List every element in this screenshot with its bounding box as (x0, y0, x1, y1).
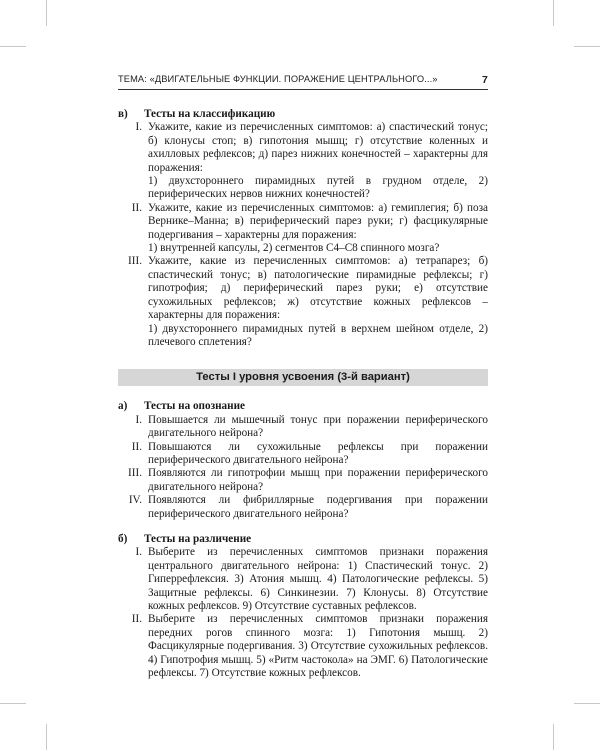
header-divider (118, 89, 488, 90)
crop-mark (46, 0, 47, 26)
test-item: I. Выберите из перечисленных симптомов признаки поражения центрального двигательного нейрона: 1) Спастический тонус. 2) Гиперрефлексия. 3) Атония мышц. 4) Патологические рефлексы. 5) Защитные рефлексы. 6) Синкинезии. 7) Клонусы. 8) Отсутствие кожных рефлексов. 9) Отсутствие суставных рефлексов. (135, 546, 488, 612)
crop-mark (553, 724, 554, 750)
crop-mark (574, 46, 600, 47)
section-heading-recognition: а) Тесты на опознание (118, 400, 245, 413)
test-item: IV. Появляются ли фибриллярные подергивания при поражении периферического двигательного нейрона? (128, 494, 488, 520)
test-question: Укажите, какие из перечисленных симптомов: а) тетрапарез; б) спастический тонус; в) патологические пирамидные рефлексы; г) гипотрофия; д) периферический парез руки; е) отсутствие сухожильных рефлексов; ж) отсутствие кожных рефлексов – характерны для поражения: (148, 255, 488, 322)
test-answer-options: 1) двухстороннего пирамидных путей в верхнем шейном отделе, 2) плечевого сплетения? (148, 322, 488, 348)
level-band-heading: Тесты I уровня усвоения (3-й вариант) (118, 369, 488, 386)
section-heading-classification: в) Тесты на классификацию (118, 108, 276, 120)
page-number: 7 (482, 74, 488, 86)
crop-mark (574, 703, 600, 704)
page-body (118, 108, 488, 680)
running-header (118, 74, 488, 84)
test-item: II. Выберите из перечисленных симптомов признаки поражения передних рогов спинного мозга: 1) Гипотония мышц. 2) Фасцикулярные подергивания. 3) Отсутствие сухожильных рефлексов. 4) Гипотрофия мышц. 5) «Ритм частокола» на ЭМГ. 6) Патологические рефлексы. 7) Отсутствие кожных рефлексов. (131, 613, 488, 680)
test-question: Появляются ли гипотрофии мышц при поражении периферического двигательного нейрона? (148, 467, 488, 493)
crop-mark (0, 46, 26, 47)
test-item: I. Укажите, какие из перечисленных симптомов: а) спастический тонус; б) клонусы стоп; в) гипотония мышц; г) отсутствие коленных и ахилловых рефлексов; д) парез нижних конечностей – характерны для поражения: 1) двухстороннего пирамидных путей в грудном отделе, 2) периферических нервов нижних конечностей? (135, 121, 488, 201)
test-question: Повышается ли мышечный тонус при поражении периферического двигательного нейрона? (148, 413, 488, 440)
test-question: Появляются ли фибриллярные подергивания при поражении периферического двигательного нейрона? (148, 494, 488, 520)
test-question: Укажите, какие из перечисленных симптомов: а) гемиплегия; б) поза Вернике–Манна; в) периферический парез руки; г) фасцикулярные подергивания – характерны для поражения: (148, 201, 488, 241)
crop-mark (0, 703, 26, 704)
crop-mark (46, 724, 47, 750)
test-question: Повышаются ли сухожильные рефлексы при поражении периферического двигательного нейрона? (148, 440, 488, 466)
test-question: Выберите из перечисленных симптомов признаки поражения передних рогов спинного мозга: 1) Гипотония мышц. 2) Фасцикулярные подергивания. 3) Отсутствие сухожильных рефлексов. 4) Гипотрофия мышц. 5) «Ритм частокола» на ЭМГ. 6) Патологические рефлексы. 7) Отсутствие кожных рефлексов. (148, 613, 488, 680)
test-item: I. Повышается ли мышечный тонус при поражении периферического двигательного нейрона? (135, 413, 488, 440)
test-item: II. Повышаются ли сухожильные рефлексы при поражении периферического двигательного нейрона? (131, 440, 488, 466)
header-title: ТЕМА: «ДВИГАТЕЛЬНЫЕ ФУНКЦИИ. ПОРАЖЕНИЕ ЦЕНТРАЛЬНОГО...» (118, 74, 438, 84)
test-item: III. Укажите, какие из перечисленных симптомов: а) тетрапарез; б) спастический тонус; в) патологические пирамидные рефлексы; г) гипотрофия; д) периферический парез руки; е) отсутствие сухожильных рефлексов; ж) отсутствие кожных рефлексов – характерны для поражения: 1) двухстороннего пирамидных путей в верхнем шейном отделе, 2) плечевого сплетения? (128, 255, 488, 348)
test-answer-options: 1) двухстороннего пирамидных путей в грудном отделе, 2) периферических нервов нижних конечностей? (148, 175, 488, 201)
test-question: Выберите из перечисленных симптомов признаки поражения центрального двигательного нейрона: 1) Спастический тонус. 2) Гиперрефлексия. 3) Атония мышц. 4) Патологические рефлексы. 5) Защитные рефлексы. 6) Синкинезии. 7) Клонусы. 8) Отсутствие кожных рефлексов. 9) Отсутствие суставных рефлексов. (148, 546, 488, 612)
crop-mark (553, 0, 554, 26)
section-heading-differentiation: б) Тесты на различение (118, 532, 252, 545)
test-item: II. Укажите, какие из перечисленных симптомов: а) гемиплегия; б) поза Вернике–Манна; в) периферический парез руки; г) фасцикулярные подергивания – характерны для поражения: 1) внутренней капсулы, 2) сегментов С4–С8 спинного мозга? (131, 201, 488, 255)
test-item: III. Появляются ли гипотрофии мышц при поражении периферического двигательного нейрона? (128, 467, 488, 493)
test-answer-options: 1) внутренней капсулы, 2) сегментов С4–С8 спинного мозга? (148, 242, 440, 255)
test-question: Укажите, какие из перечисленных симптомов: а) спастический тонус; б) клонусы стоп; в) гипотония мышц; г) отсутствие коленных и ахилловых рефлексов; д) парез нижних конечностей – характерны для поражения: (148, 121, 488, 174)
